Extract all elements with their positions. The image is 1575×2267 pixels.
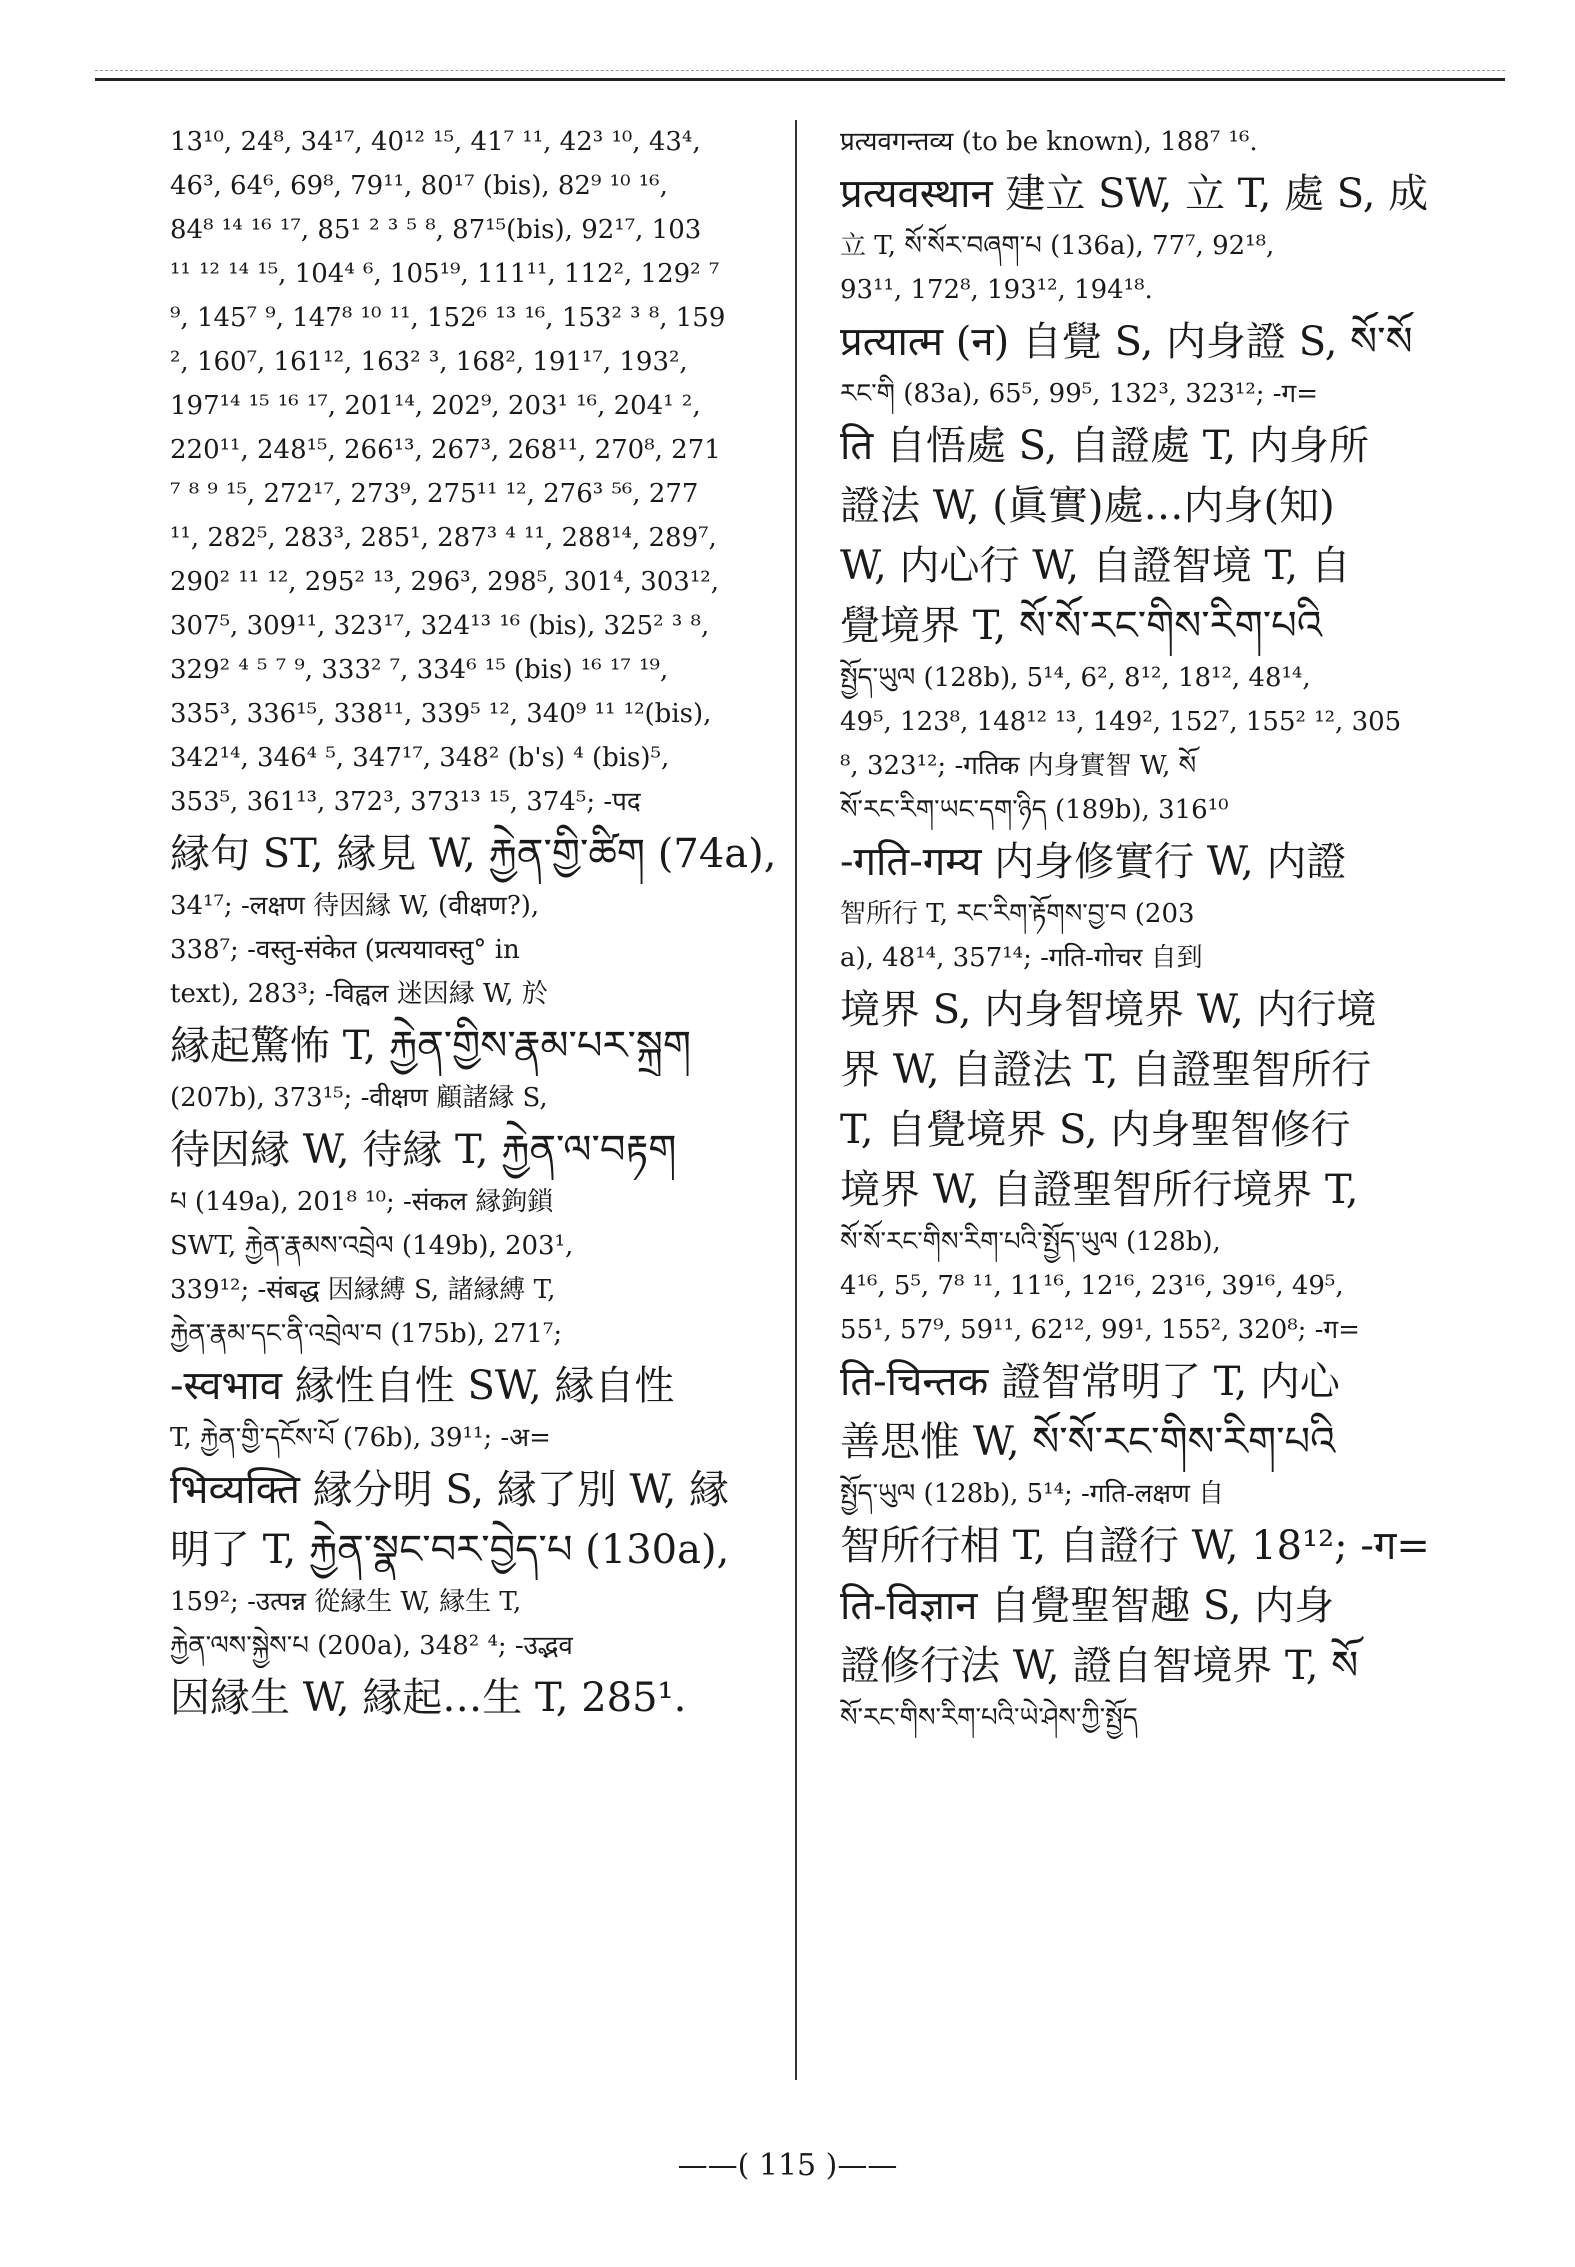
text-line: T, རྐྱེན་གྱི་དངོས་པོ (76b), 39¹¹; -अ= xyxy=(170,1423,551,1453)
text-line: 342¹⁴, 346⁴ ⁵, 347¹⁷, 348² (b's) ⁴ (bis)⁵, xyxy=(170,743,670,773)
text-line: 220¹¹, 248¹⁵, 266¹³, 267³, 268¹¹, 270⁸, 271 xyxy=(170,435,721,465)
text-line: text), 283³; -विह्वल 迷因縁 W, 於 xyxy=(170,979,548,1009)
text-line: སོ་སོ་རང་གིས་རིག་པའི་སྤྱོད་ཡུལ (128b), xyxy=(840,1227,1221,1257)
text-line: 界 W, 自證法 T, 自證聖智所行 xyxy=(840,1047,1372,1093)
text-line: 縁起驚怖 T, རྐྱེན་གྱིས་རྣམ་པར་སྐྲག xyxy=(170,1023,692,1069)
text-line: 覺境界 T, སོ་སོ་རང་གིས་རིག་པའི xyxy=(840,603,1323,649)
text-line: 353⁵, 361¹³, 372³, 373¹³ ¹⁵, 374⁵; -पद xyxy=(170,787,641,817)
text-line: ⁷ ⁸ ⁹ ¹⁵, 272¹⁷, 273⁹, 275¹¹ ¹², 276³ ⁵⁶, 277 xyxy=(170,479,699,509)
text-line: 智所行 T, རང་རིག་རྟོགས་བྱ་བ (203 xyxy=(840,899,1195,929)
text-line: -गति-गम्य 内身修實行 W, 内證 xyxy=(840,839,1347,885)
text-line: 4¹⁶, 5⁵, 7⁸ ¹¹, 11¹⁶, 12¹⁶, 23¹⁶, 39¹⁶, 49⁵, xyxy=(840,1271,1344,1301)
text-line: ¹¹, 282⁵, 283³, 285¹, 287³ ⁴ ¹¹, 288¹⁴, 289⁷, xyxy=(170,523,717,553)
text-line: प्रत्यवगन्तव्य (to be known), 188⁷ ¹⁶. xyxy=(840,127,1258,157)
text-line: 證修行法 W, 證自智境界 T, སོ xyxy=(840,1643,1359,1689)
text-line: 338⁷; -वस्तु-संकेत (प्रत्ययावस्तु° in xyxy=(170,935,520,965)
text-line: 290² ¹¹ ¹², 295² ¹³, 296³, 298⁵, 301⁴, 303¹², xyxy=(170,567,719,597)
text-line: प्रत्यात्म (न) 自覺 S, 内身證 S, སོ་སོ xyxy=(840,319,1413,365)
text-line: 境界 W, 自證聖智所行境界 T, xyxy=(840,1167,1359,1213)
text-line: 34¹⁷; -लक्षण 待因縁 W, (वीक्षण?), xyxy=(170,891,540,921)
top-rule-thin xyxy=(95,70,1505,71)
text-line: 立 T, སོ་སོར་བཞག་པ (136a), 77⁷, 92¹⁸, xyxy=(840,231,1275,261)
text-line: 13¹⁰, 24⁸, 34¹⁷, 40¹² ¹⁵, 41⁷ ¹¹, 42³ ¹⁰, 43⁴, xyxy=(170,127,701,157)
text-line: ति 自悟處 S, 自證處 T, 内身所 xyxy=(840,423,1369,469)
text-line: 明了 T, རྐྱེན་སྣང་བར་བྱེད་པ (130a), xyxy=(170,1527,730,1573)
text-line: 善思惟 W, སོ་སོ་རང་གིས་རིག་པའི xyxy=(840,1419,1336,1465)
left-column xyxy=(170,120,780,1728)
text-line: སྤྱོད་ཡུལ (128b), 5¹⁴, 6², 8¹², 18¹², 48¹⁴, xyxy=(840,663,1311,693)
text-line: 境界 S, 内身智境界 W, 内行境 xyxy=(840,987,1377,1033)
right-column xyxy=(840,120,1475,1740)
text-line: ति-विज्ञान 自覺聖智趣 S, 内身 xyxy=(840,1583,1335,1629)
text-line: 因縁生 W, 縁起…生 T, 285¹. xyxy=(170,1675,687,1721)
text-line: 335³, 336¹⁵, 338¹¹, 339⁵ ¹², 340⁹ ¹¹ ¹²(bis), xyxy=(170,699,712,729)
text-line: T, 自覺境界 S, 内身聖智修行 xyxy=(840,1107,1351,1153)
text-line: -स्वभाव 縁性自性 SW, 縁自性 xyxy=(170,1363,675,1409)
text-line: SWT, རྐྱེན་རྣམས་འབྲེལ (149b), 203¹, xyxy=(170,1231,574,1261)
text-line: 46³, 64⁶, 69⁸, 79¹¹, 80¹⁷ (bis), 82⁹ ¹⁰ ¹⁶, xyxy=(170,171,668,201)
text-line: སྤྱོད་ཡུལ (128b), 5¹⁴; -गति-लक्षण 自 xyxy=(840,1479,1225,1509)
text-line: 49⁵, 123⁸, 148¹² ¹³, 149², 152⁷, 155² ¹², 305 xyxy=(840,707,1402,737)
text-line: 84⁸ ¹⁴ ¹⁶ ¹⁷, 85¹ ² ³ ⁵ ⁸, 87¹⁵(bis), 92¹⁷, 103 xyxy=(170,215,702,245)
text-line: (207b), 373¹⁵; -वीक्षण 顧諸縁 S, xyxy=(170,1083,548,1113)
page-number xyxy=(0,2148,1575,2183)
text-line: W, 内心行 W, 自證智境 T, 自 xyxy=(840,543,1351,589)
text-line: 159²; -उत्पन्न 從縁生 W, 縁生 T, xyxy=(170,1587,522,1617)
text-line: 縁句 ST, 縁見 W, རྐྱེན་གྱི་ཚིག (74a), xyxy=(170,831,777,877)
column-divider xyxy=(795,120,797,2080)
text-line: 329² ⁴ ⁵ ⁷ ⁹, 333² ⁷, 334⁶ ¹⁵ (bis) ¹⁶ ¹⁷ ¹⁹, xyxy=(170,655,669,685)
text-line: ⁸, 323¹²; -गतिक 内身實智 W, སོ xyxy=(840,751,1197,781)
text-line: ति-चिन्तक 證智常明了 T, 内心 xyxy=(840,1359,1340,1405)
page-number-text: ——( 115 )—— xyxy=(677,2148,898,2183)
text-line: 339¹²; -संबद्ध 因縁縛 S, 諸縁縛 T, xyxy=(170,1275,556,1305)
text-line: རང་གི (83a), 65⁵, 99⁵, 132³, 323¹²; -ग= xyxy=(840,379,1318,409)
text-line: प्रत्यवस्थान 建立 SW, 立 T, 處 S, 成 xyxy=(840,171,1429,217)
text-line: སོ་རང་རིག་ཡང་དག་ཉིད (189b), 316¹⁰ xyxy=(840,795,1229,825)
text-line: 197¹⁴ ¹⁵ ¹⁶ ¹⁷, 201¹⁴, 202⁹, 203¹ ¹⁶, 204¹ ², xyxy=(170,391,701,421)
text-line: 智所行相 T, 自證行 W, 18¹²; -ग= xyxy=(840,1523,1430,1569)
text-line: भिव्यक्ति 縁分明 S, 縁了別 W, 縁 xyxy=(170,1467,730,1513)
top-rule xyxy=(95,78,1505,81)
text-line: 55¹, 57⁹, 59¹¹, 62¹², 99¹, 155², 320⁸; -ग= xyxy=(840,1315,1360,1345)
text-line: ¹¹ ¹² ¹⁴ ¹⁵, 104⁴ ⁶, 105¹⁹, 111¹¹, 112², 129² ⁷ xyxy=(170,259,720,289)
text-line: ⁹, 145⁷ ⁹, 147⁸ ¹⁰ ¹¹, 152⁶ ¹³ ¹⁶, 153² ³ ⁸, 159 xyxy=(170,303,726,333)
text-line: 93¹¹, 172⁸, 193¹², 194¹⁸. xyxy=(840,275,1153,305)
text-line: a), 48¹⁴, 357¹⁴; -गति-गोचर 自到 xyxy=(840,943,1203,973)
text-line: སོ་རང་གིས་རིག་པའི་ཡེ་ཤེས་ཀྱི་སྤྱོད xyxy=(840,1703,1138,1733)
text-line: 307⁵, 309¹¹, 323¹⁷, 324¹³ ¹⁶ (bis), 325² ³ ⁸, xyxy=(170,611,710,641)
text-line: 證法 W, (眞實)處…内身(知) xyxy=(840,483,1335,529)
text-line: 待因縁 W, 待縁 T, རྐྱེན་ལ་བརྟག xyxy=(170,1127,677,1173)
text-line: རྐྱེན་ལས་སྐྱེས་པ (200a), 348² ⁴; -उद्भव xyxy=(170,1631,573,1661)
text-line: པ (149a), 201⁸ ¹⁰; -संकल 縁鉤鎖 xyxy=(170,1187,554,1217)
text-line: ², 160⁷, 161¹², 163² ³, 168², 191¹⁷, 193², xyxy=(170,347,688,377)
text-line: རྐྱེན་རྣམ་དང་ནི་འབྲེལ་བ (175b), 271⁷; xyxy=(170,1319,563,1349)
